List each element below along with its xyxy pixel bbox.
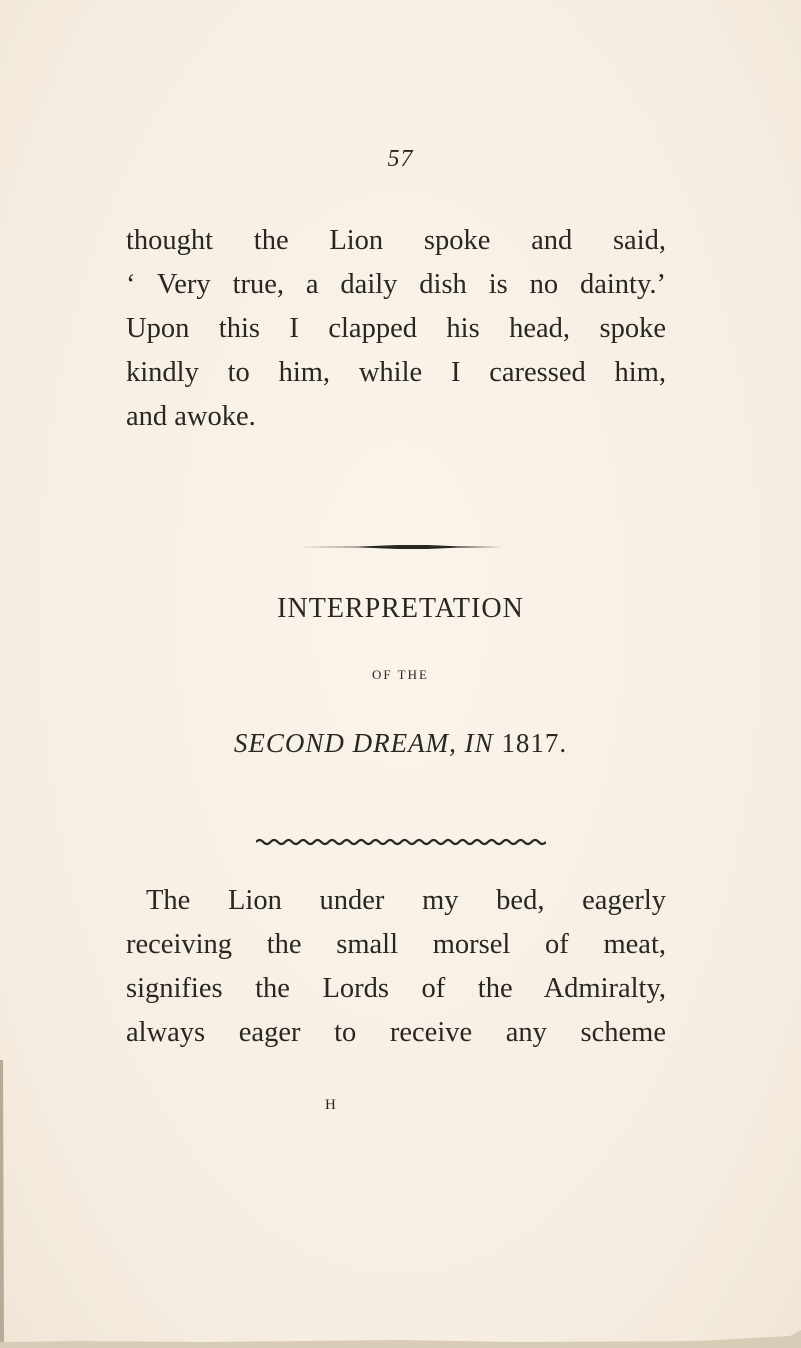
dream-title-italic: SECOND DREAM, IN <box>233 728 494 758</box>
page-bottom-edge <box>0 1330 801 1348</box>
text-line: The Lion under my bed, eagerly <box>146 885 666 916</box>
ornamental-rule <box>298 544 503 550</box>
dream-year: 1817. <box>493 728 568 758</box>
text-line: thought the Lion spoke and said, <box>126 225 666 256</box>
signature-mark: H <box>325 1097 338 1113</box>
page-edge-shadow <box>0 1060 10 1348</box>
text-line: and awoke. <box>126 401 256 432</box>
text-line: signifies the Lords of the Admiralty, <box>126 973 666 1004</box>
section-heading: INTERPRETATION <box>277 593 524 624</box>
text-line: receiving the small morsel of meat, <box>126 929 666 960</box>
page-number: 57 <box>387 146 414 172</box>
text-line: Upon this I clapped his head, spoke <box>126 313 666 344</box>
text-line: always eager to receive any scheme <box>126 1017 666 1048</box>
paragraph-interpretation <box>126 879 666 1055</box>
section-subheading: OF THE <box>372 667 429 682</box>
wavy-ornament <box>256 837 546 847</box>
section-dream-title <box>0 728 801 759</box>
text-line: kindly to him, while I caressed him, <box>126 357 666 388</box>
paragraph-dream-ending <box>126 219 666 439</box>
text-line: ‘ Very true, a daily dish is no dainty.’ <box>126 269 666 300</box>
